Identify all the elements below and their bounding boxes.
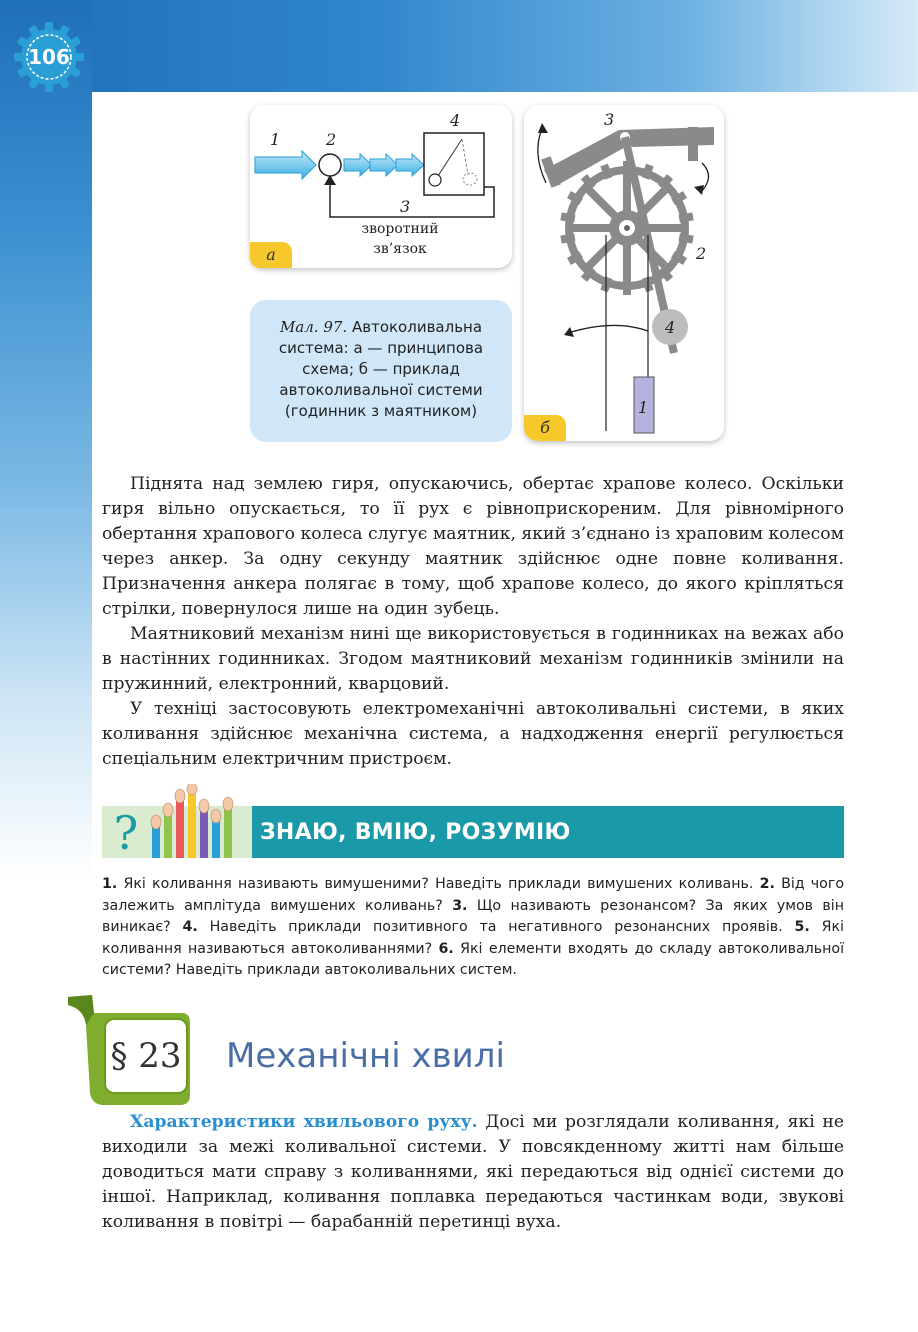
question-2: 2. Від чого залежить амплітуда вимушених коливань?: [102, 876, 844, 914]
fig-b-label-1: 1: [638, 398, 649, 417]
page-number: 106: [28, 45, 70, 69]
question-5: 5. Які коливання називаються автоколиваннями?: [102, 919, 844, 957]
fig-a-label-3: 3: [400, 197, 411, 216]
section-intro-paragraph: [102, 1110, 844, 1235]
paragraph-2: Маятниковий механізм нині ще використовується в годинниках на вежах або в настінних годинниках. Згодом маятниковий механізм годинників змінили на пружинний, електронний, кварцовий.: [102, 624, 844, 694]
caption-line1-text: Автоколивальна: [351, 318, 483, 336]
section-intro-text: Досі ми розглядали коливання, які не виходили за межі коливальної системи. У повсякденному житті нам більше доводиться мати справу з коливаннями, які передаються від однієї системи до іншої. Наприклад, коливання поплавка передаються частинкам води, звукові коливання в повітрі — барабанній перетинці вуха.: [102, 1112, 845, 1232]
fig-a-feedback-line1: зворотний: [361, 221, 439, 237]
caption-line-3: схема; б — приклад: [302, 360, 460, 378]
section-number: § 23: [104, 1018, 188, 1094]
fig-a-label-4: 4: [450, 111, 461, 130]
fig-b-tag: б: [524, 415, 566, 441]
caption-line-2: система: а — принципова: [278, 339, 484, 357]
review-banner-title: ЗНАЮ, ВМІЮ, РОЗУМІЮ: [260, 820, 571, 845]
question-6: 6. Які елементи входять до складу автоколивальної системи? Наведіть приклади автоколивальних систем.: [102, 940, 845, 978]
paragraph-3: У техніці застосовують електромеханічні автоколивальні системи, в яких коливання здійснює механічна система, а надходження енергії регулюється спеціальним електричним пристроєм.: [102, 699, 844, 769]
caption-line-5: (годинник з маятником): [284, 402, 478, 420]
figure-a-schematic: [250, 105, 512, 268]
question-mark-icon: ?: [113, 806, 139, 860]
figure-b-pendulum-clock: [524, 105, 724, 441]
clock-mechanism-illustration: [524, 105, 724, 441]
question-1: 1. Які коливання називають вимушеними? Наведіть приклади вимушених коливань.: [102, 876, 754, 892]
question-3: 3. Що називають резонансом? За яких умов він виникає?: [102, 897, 844, 935]
fig-b-label-4: 4: [665, 318, 676, 337]
review-questions: [102, 874, 844, 982]
fig-b-label-2: 2: [696, 244, 707, 263]
caption-line-1: [250, 317, 512, 338]
caption-prefix: Мал. 97.: [279, 318, 348, 336]
fig-a-label-1: 1: [270, 130, 281, 149]
feedback-schematic-diagram: [250, 105, 512, 268]
paragraph-1: Піднята над землею гиря, опускаючись, обертає храпове колесо. Оскільки гиря вільно опускається, то її рух є рівноприскореним. Для рівномірного обертання храпового колеса слугує маятник, який з’єднано із храповим колесом через анкер. За одну секунду маятник здійснює одне повне коливання. Призначення анкера полягає в тому, щоб храпове колесо, до якого кріпляться стрілки, повернулося лише на один зубець.: [102, 474, 844, 619]
fig-a-feedback-line2: зв’язок: [373, 241, 427, 257]
section-lead: Характеристики хвильового руху.: [130, 1112, 478, 1132]
question-4: 4. Наведіть приклади позитивного та негативного резонансних проявів.: [182, 919, 783, 935]
raised-hands-icon: [148, 784, 248, 858]
figure-caption: [250, 300, 512, 442]
fig-a-tag: а: [250, 242, 292, 268]
fig-a-label-2: 2: [326, 130, 337, 149]
caption-line-4: автоколивальної системи: [279, 381, 483, 399]
page-header-background: [0, 0, 918, 92]
section-title: Механічні хвилі: [226, 1036, 505, 1076]
page-side-background: [0, 0, 92, 880]
fig-b-label-3: 3: [604, 110, 615, 129]
